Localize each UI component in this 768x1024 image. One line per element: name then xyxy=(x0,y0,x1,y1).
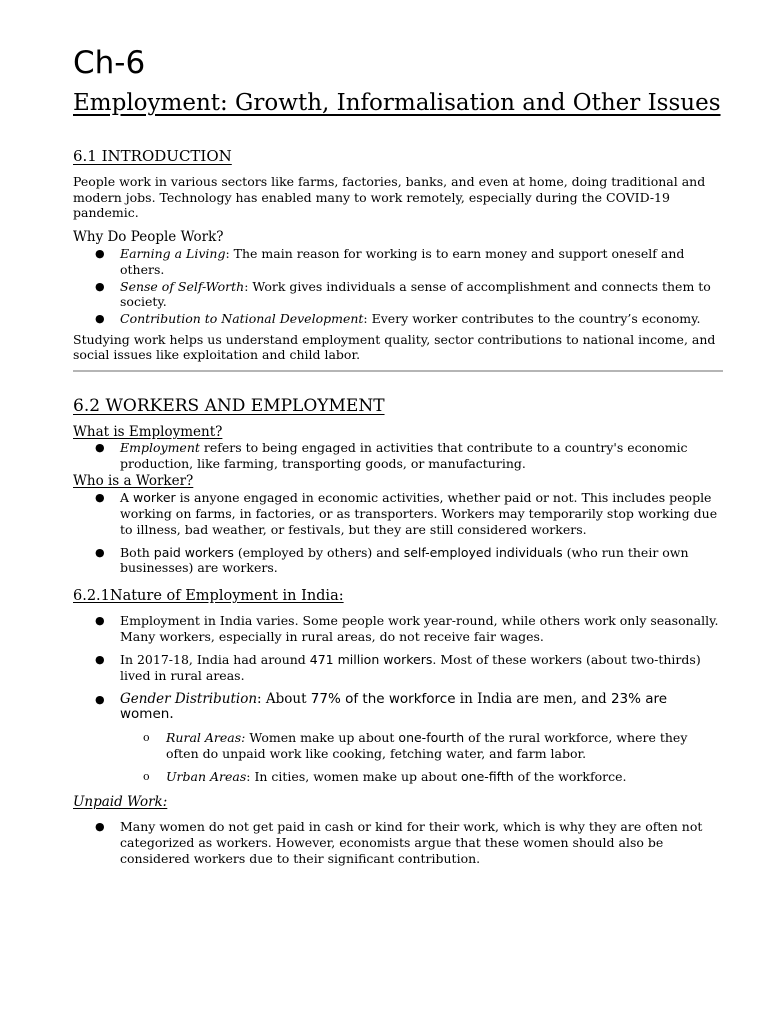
section-6-1-heading: 6.1 INTRODUCTION xyxy=(73,147,232,165)
bullet-icon: ● xyxy=(95,491,105,505)
text-span: of the rural workforce, where they often do unpaid work like cooking, fetching water, and farm labor. xyxy=(166,730,688,761)
what-is-employment-heading: What is Employment? xyxy=(73,424,223,441)
gender-term: Gender Distribution xyxy=(120,690,258,707)
text-span: (employed by others) and xyxy=(233,544,404,560)
text-span: of the workforce. xyxy=(513,768,627,784)
employment-list xyxy=(73,440,723,471)
text-span: in India are men, and xyxy=(455,690,611,707)
list-item xyxy=(73,769,723,785)
bullet-icon: ● xyxy=(95,441,105,455)
bullet-icon: ● xyxy=(95,613,105,627)
reason-term: Sense of Self-Worth xyxy=(120,278,245,294)
nature-list xyxy=(73,613,723,723)
list-item xyxy=(73,311,723,327)
text-span: Many women do not get paid in cash or kind for their work, which is why they are often not categorized as workers. However, economists argue that these women should also be considered workers due to their significant contribution. xyxy=(120,819,703,866)
list-item xyxy=(73,652,723,683)
paid-workers-keyword: paid workers xyxy=(153,544,234,560)
list-item xyxy=(73,279,723,310)
bullet-icon: ● xyxy=(95,545,105,559)
reason-text: : Every worker contributes to the country’s economy. xyxy=(363,310,701,326)
chapter-number: Ch-6 xyxy=(73,45,146,81)
section-6-2-1-heading: 6.2.1Nature of Employment in India: xyxy=(73,587,344,604)
gender-sublist xyxy=(73,730,723,784)
reason-text: : The main reason for working is to earn money and support oneself and others. xyxy=(120,246,685,277)
circle-bullet-icon: o xyxy=(143,769,150,783)
rural-share: one-fourth xyxy=(398,730,465,746)
document-page xyxy=(73,44,723,866)
list-item xyxy=(73,440,723,471)
bullet-icon: ● xyxy=(95,692,105,706)
text-span: : About xyxy=(257,690,311,707)
text-span: is anyone engaged in economic activities, whether paid or not. This includes people working on farms, in factories, or as transporters. Workers may temporarily stop working due to illness, bad weather, or festivals, but they are still considered workers. xyxy=(120,490,718,537)
workers-count: 471 million workers xyxy=(309,652,433,668)
reason-text: : Work gives individuals a sense of accomplishment and connects them to society. xyxy=(120,278,711,310)
list-item xyxy=(73,613,723,644)
bullet-icon: ● xyxy=(95,311,105,325)
circle-bullet-icon: o xyxy=(143,731,150,745)
list-item xyxy=(73,819,723,866)
bullet-icon: ● xyxy=(95,279,105,293)
list-item xyxy=(73,730,723,761)
women-share: 23% are women xyxy=(120,690,668,723)
bullet-icon: ● xyxy=(95,820,105,834)
who-is-worker-heading: Who is a Worker? xyxy=(73,473,194,490)
text-span: (who run their own businesses) are workers. xyxy=(120,544,689,576)
urban-share: one-fifth xyxy=(461,768,514,784)
reason-term: Contribution to National Development xyxy=(120,310,364,326)
section-divider xyxy=(73,370,723,372)
outro-paragraph: Studying work helps us understand employment quality, sector contributions to national income, and social issues like exploitation and child labor. xyxy=(73,331,716,363)
urban-term: Urban Areas xyxy=(166,768,247,784)
worker-keyword: worker xyxy=(133,490,176,506)
text-span: . xyxy=(169,706,174,723)
text-span: Women make up about xyxy=(245,730,399,746)
list-item xyxy=(73,545,723,576)
worker-list xyxy=(73,490,723,576)
list-item xyxy=(73,246,723,277)
bullet-icon: ● xyxy=(95,653,105,667)
list-item xyxy=(73,490,723,537)
employment-text: refers to being engaged in activities that contribute to a country's economic production, like farming, transporting goods, or manufacturing. xyxy=(120,440,688,471)
self-employed-keyword: self-employed individuals xyxy=(403,544,563,560)
text-span: Employment in India varies. Some people work year-round, while others work only seasonally. Many workers, especially in rural areas, do not receive fair wages. xyxy=(120,612,719,644)
why-people-work-heading: Why Do People Work? xyxy=(73,229,224,246)
reasons-list xyxy=(73,246,723,327)
text-span: A xyxy=(120,490,134,506)
section-6-2-heading: 6.2 WORKERS AND EMPLOYMENT xyxy=(73,396,385,417)
text-span: Both xyxy=(120,544,154,560)
list-item xyxy=(73,692,723,723)
men-share: 77% of the workforce xyxy=(310,690,456,707)
bullet-icon: ● xyxy=(95,247,105,261)
unpaid-work-heading: Unpaid Work: xyxy=(73,794,168,811)
text-span: : In cities, women make up about xyxy=(246,768,461,784)
employment-term: Employment xyxy=(120,440,200,456)
chapter-title: Employment: Growth, Informalisation and Other Issues xyxy=(73,90,721,116)
intro-paragraph: People work in various sectors like farms, factories, banks, and even at home, doing traditional and modern jobs. Technology has enabled many to work remotely, especially during the COVID-19 pandemic. xyxy=(73,174,706,221)
rural-term: Rural Areas: xyxy=(166,730,246,746)
unpaid-list xyxy=(73,819,723,866)
text-span: . Most of these workers (about two-thirds) lived in rural areas. xyxy=(120,652,701,684)
text-span: In 2017-18, India had around xyxy=(120,652,310,668)
reason-term: Earning a Living xyxy=(120,246,226,262)
